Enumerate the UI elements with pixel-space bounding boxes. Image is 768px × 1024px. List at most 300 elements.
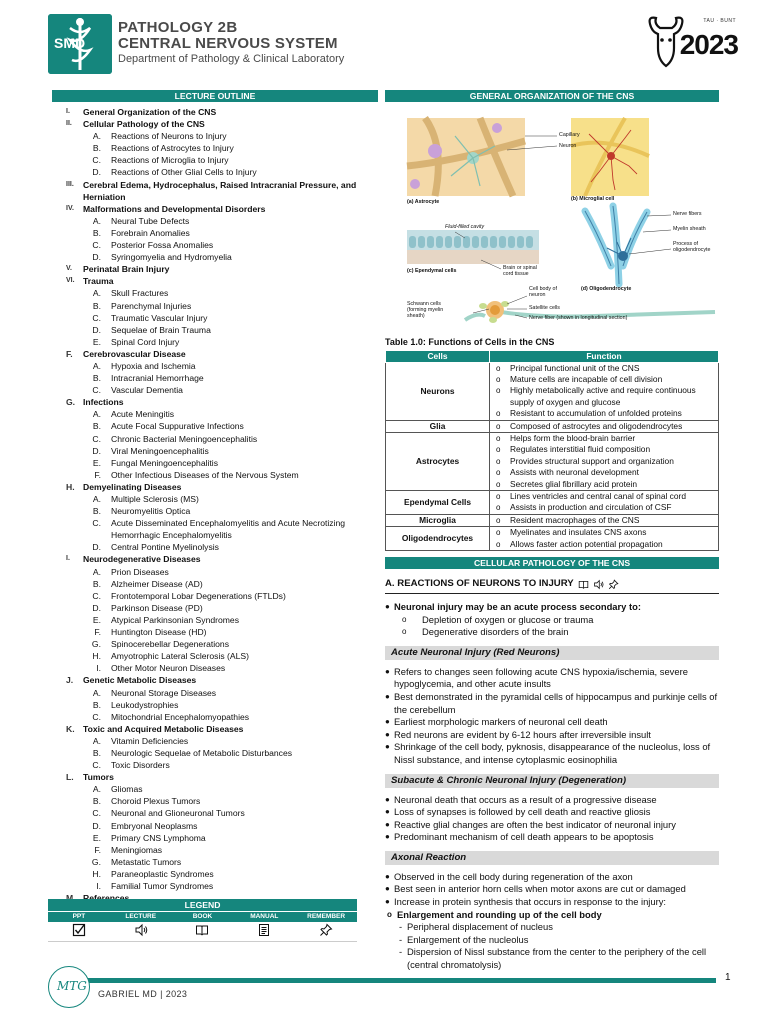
function-item <box>496 515 716 526</box>
table-cell-name: Glia <box>386 420 490 432</box>
table-caption: Table 1.0: Functions of Cells in the CNS <box>385 337 555 347</box>
smd-logo <box>48 14 112 74</box>
label-schwann: Schwann cells (forming myelin sheath) <box>407 301 444 320</box>
outline-subitem-letter: I. <box>96 663 101 674</box>
table-cell-functions <box>490 514 719 526</box>
outline-subitem-title: Gliomas <box>111 784 143 795</box>
outline-subitem-letter: A. <box>92 687 101 698</box>
outline-subitem <box>52 832 378 844</box>
outline-subitem-title: Neurologic Sequelae of Metabolic Disturbances <box>111 747 293 758</box>
outline-subitem-title: Forebrain Anomalies <box>111 227 190 238</box>
label-microglial: (b) Microglial cell <box>571 196 615 202</box>
outline-subitem <box>52 747 378 759</box>
outline-subitem-letter: A. <box>92 566 101 577</box>
outline-subitem-title: Traumatic Vascular Injury <box>111 312 208 323</box>
outline-subitem-letter: B. <box>92 421 101 432</box>
function-text: Highly metabolically active and require continuous supply of oxygen and glucose <box>510 385 696 407</box>
outline-subitem <box>52 759 378 771</box>
label-ependymal: (c) Ependymal cells <box>407 268 457 274</box>
outline-subitem <box>52 795 378 807</box>
outline-item-number: VI. <box>66 277 75 285</box>
function-bullet: o <box>496 456 501 466</box>
outline-subitem-title: Toxic Disorders <box>111 760 170 771</box>
logo-text: SMD <box>54 35 86 51</box>
outline-item <box>52 348 378 360</box>
legend-col-book: BOOK <box>192 913 213 920</box>
outline-subitem-letter: F. <box>94 627 101 638</box>
function-item <box>496 408 716 419</box>
outline-subitem <box>52 433 378 445</box>
outline-item-number: I. <box>66 555 70 563</box>
outline-subitem-title: Amyotrophic Lateral Sclerosis (ALS) <box>111 651 250 662</box>
outline-subitem <box>52 227 378 239</box>
outline-subitem-title: Metastatic Tumors <box>111 856 182 867</box>
outline-subitem-letter: C. <box>92 312 101 323</box>
outline-subitem <box>52 602 378 614</box>
bullet-text: Degenerative disorders of the brain <box>422 626 569 638</box>
legend-header <box>48 912 357 922</box>
outline-subitem-letter: B. <box>92 373 101 384</box>
label-nerve-fibers: Nerve fibers <box>673 211 702 217</box>
outline-subitem <box>52 735 378 747</box>
function-bullet: o <box>496 492 501 502</box>
outline-subitem-letter: A. <box>92 409 101 420</box>
outline-subitem <box>52 868 378 880</box>
outline-item-number: I. <box>66 108 70 115</box>
checkbox-icon <box>72 923 86 937</box>
function-text: Helps form the blood-brain barrier <box>510 433 636 444</box>
outline-subitem-title: Vascular Dementia <box>111 385 183 396</box>
outline-subitem <box>52 783 378 795</box>
outline-item-title: Cellular Pathology of the CNS <box>83 119 205 130</box>
outline-subitem <box>52 142 378 154</box>
function-text: Lines ventricles and central canal of spinal cord <box>510 491 686 502</box>
outline-subitem-title: Vitamin Deficiencies <box>111 735 189 746</box>
table-cell-functions <box>490 527 719 551</box>
outline-subitem <box>52 336 378 348</box>
outline-subitem-letter: C. <box>92 711 101 722</box>
bullet-marker: ● <box>385 807 390 817</box>
function-text: Composed of astrocytes and oligodendrocytes <box>510 420 683 431</box>
outline-item-number: II. <box>66 120 72 128</box>
outline-item-title: Trauma <box>83 276 114 287</box>
outline-subitem <box>52 312 378 324</box>
outline-subitem-title: Mitochondrial Encephalomyopathies <box>111 711 250 722</box>
label-neuron: Neuron <box>559 143 577 149</box>
outline-subitem-title: Multiple Sclerosis (MS) <box>111 494 199 504</box>
table-cell-functions <box>490 491 719 515</box>
document-header <box>118 20 344 66</box>
bullet-text: Depletion of oxygen or glucose or trauma <box>422 613 594 625</box>
bullet-text: Best seen in anterior horn cells when motor axons are cut or damaged <box>394 883 686 895</box>
outline-subitem-letter: C. <box>92 590 101 601</box>
legend-col-remember: REMEMBER <box>307 913 346 920</box>
legend-title: LEGEND <box>48 899 357 911</box>
outline-item-number: V. <box>66 265 72 273</box>
outline-item-title: Genetic Metabolic Diseases <box>83 675 197 686</box>
bullet-marker: ● <box>385 666 390 676</box>
outline-subitem <box>52 820 378 832</box>
outline-subitem-letter: B. <box>92 506 101 517</box>
outline-subitem <box>52 566 378 578</box>
bullet-marker: ● <box>385 691 390 701</box>
bullet-marker: ● <box>385 871 390 881</box>
bullet-text: Observed in the cell body during regeneration of the axon <box>394 870 633 882</box>
footer-monogram <box>48 966 90 1008</box>
function-bullet: o <box>496 434 501 444</box>
function-text: Allows faster action potential propagation <box>510 538 663 549</box>
lecture-outline <box>52 106 378 904</box>
cellular-pathology-title: CELLULAR PATHOLOGY OF THE CNS <box>385 557 719 569</box>
function-item <box>496 444 716 455</box>
bullet-marker: ● <box>385 832 390 842</box>
bullet-item <box>385 626 719 639</box>
bullet-marker: ● <box>385 729 390 739</box>
table-row <box>386 433 719 491</box>
outline-subitem <box>52 166 378 178</box>
outline-subitem-letter: B. <box>92 578 101 589</box>
function-bullet: o <box>496 528 501 538</box>
outline-subitem <box>52 360 378 372</box>
bullet-marker: ● <box>385 884 390 894</box>
footer-credit: GABRIEL MD | 2023 <box>98 989 188 999</box>
outline-subitem <box>52 626 378 638</box>
function-text: Myelinates and insulates CNS axons <box>510 527 647 538</box>
outline-subitem <box>52 650 378 662</box>
table-cell-name: Astrocytes <box>386 433 490 491</box>
outline-subitem-letter: E. <box>92 457 101 468</box>
bullet-marker: - <box>399 946 403 958</box>
outline-subitem-letter: H. <box>92 651 101 662</box>
outline-subitem-title: Reactions of Microglia to Injury <box>111 155 229 166</box>
outline-subitem <box>52 687 378 699</box>
outline-subitem-letter: A. <box>92 215 101 226</box>
function-item <box>496 433 716 444</box>
function-item <box>496 491 716 502</box>
left-column <box>52 90 378 904</box>
outline-item <box>52 275 378 287</box>
outline-item <box>52 553 378 565</box>
label-capillary: Capillary <box>559 132 580 138</box>
right-column <box>385 90 719 972</box>
function-bullet: o <box>496 374 501 384</box>
bullet-item <box>385 883 719 896</box>
outline-subitem <box>52 372 378 384</box>
general-organization-title: GENERAL ORGANIZATION OF THE CNS <box>385 90 719 102</box>
outline-subitem-title: Reactions of Neurons to Injury <box>111 131 227 142</box>
function-bullet: o <box>496 539 501 549</box>
outline-item-number: IV. <box>66 204 74 212</box>
outline-subitem <box>52 662 378 674</box>
badge-caption: TAU · BUNT <box>703 18 736 24</box>
outline-subitem-letter: E. <box>92 832 101 843</box>
bullet-text: Enlargement of the nucleolus <box>407 933 529 945</box>
label-brain-tissue: Brain or spinal cord tissue <box>503 265 537 278</box>
function-bullet: o <box>496 409 501 419</box>
bullet-marker: ● <box>385 794 390 804</box>
bullet-item <box>385 806 719 819</box>
cells-function-table <box>385 350 719 551</box>
function-bullet: o <box>496 445 501 455</box>
outline-subitem <box>52 807 378 819</box>
bullet-text: Refers to changes seen following acute CNS hypoxia/ischemia, severe hypoglycemia, and other acute insults <box>394 665 688 690</box>
outline-item-title: Cerebral Edema, Hydrocephalus, Raised Intracranial Pressure, and Herniation <box>83 179 357 202</box>
axonal-items <box>385 871 719 909</box>
function-item <box>496 527 716 538</box>
legend-icons <box>48 922 357 942</box>
function-text: Resident macrophages of the CNS <box>510 514 640 525</box>
outline-subitem-letter: G. <box>91 639 101 650</box>
function-text: Regulates interstitial fluid composition <box>510 444 651 455</box>
outline-subitem-letter: C. <box>92 433 101 444</box>
bullet-text: Reactive glial changes are often the best indicator of neuronal injury <box>394 818 676 830</box>
outline-subitem-letter: F. <box>94 844 101 855</box>
outline-item-title: Perinatal Brain Injury <box>83 264 170 275</box>
axonal-reaction-heading: Axonal Reaction <box>385 851 719 865</box>
outline-subitem-title: Acute Disseminated Encephalomyelitis and Acute Necrotizing Hemorrhagic Encephalomyelitis <box>111 518 346 541</box>
outline-item-number: III. <box>66 180 74 188</box>
cns-cells-diagram <box>385 106 719 331</box>
bullet-item <box>385 921 719 934</box>
outline-subitem <box>52 251 378 263</box>
footer-initials: MTG <box>57 979 87 993</box>
outline-item-title: Malformations and Developmental Disorders <box>83 203 266 214</box>
function-text: Provides structural support and organization <box>510 455 674 466</box>
outline-subitem-letter: B. <box>92 300 101 311</box>
outline-subitem-title: Neuronal Storage Diseases <box>111 687 217 698</box>
outline-item-number: G. <box>66 397 76 408</box>
outline-subitem <box>52 287 378 299</box>
intro-text: Neuronal injury may be an acute process secondary to: <box>394 600 641 612</box>
outline-subitem-title: Meningiomas <box>111 844 163 855</box>
outline-subitem-letter: A. <box>92 131 101 142</box>
outline-subitem <box>52 445 378 457</box>
outline-subitem <box>52 699 378 711</box>
bullet-marker: o <box>402 627 407 637</box>
outline-item-number: H. <box>66 481 75 492</box>
outline-subitem-letter: B. <box>92 699 101 710</box>
bullet-item <box>385 716 719 729</box>
bullet-item <box>385 946 719 971</box>
outline-subitem <box>52 420 378 432</box>
outline-item-number: K. <box>66 723 75 734</box>
outline-subitem-title: Alzheimer Disease (AD) <box>111 578 203 589</box>
outline-subitem-letter: D. <box>92 167 101 178</box>
table-row <box>386 420 719 432</box>
outline-subitem-title: Familial Tumor Syndromes <box>111 881 214 891</box>
book-icon <box>578 579 589 590</box>
outline-subitem <box>52 614 378 626</box>
table-cell-name: Neurons <box>386 362 490 420</box>
course-title: PATHOLOGY 2B <box>118 19 238 36</box>
function-item <box>496 467 716 478</box>
bullet-marker: - <box>399 933 403 945</box>
neuron-injury-heading-text: A. REACTIONS OF NEURONS TO INJURY <box>385 578 574 590</box>
outline-item-title: Infections <box>83 397 124 408</box>
outline-item <box>52 771 378 783</box>
table-cell-name: Ependymal Cells <box>386 491 490 515</box>
outline-subitem-letter: H. <box>92 868 101 879</box>
outline-subitem-letter: A. <box>92 288 101 299</box>
outline-subitem-title: Neural Tube Defects <box>111 215 190 226</box>
outline-subitem-letter: E. <box>92 336 101 347</box>
outline-subitem-letter: C. <box>92 385 101 396</box>
outline-subitem <box>52 469 378 481</box>
axonal-bold-text: Enlargement and rounding up of the cell body <box>397 908 602 920</box>
outline-subitem-title: Parenchymal Injuries <box>111 300 192 311</box>
bullet-marker: ● <box>385 819 390 829</box>
outline-subitem <box>52 856 378 868</box>
intro-items <box>385 614 719 639</box>
table-cell-functions <box>490 433 719 491</box>
outline-subitem-letter: A. <box>92 784 101 795</box>
outline-item-title: Demyelinating Diseases <box>83 481 182 492</box>
outline-subitem-letter: E. <box>92 614 101 625</box>
outline-subitem-letter: B. <box>92 143 101 154</box>
outline-item <box>52 481 378 493</box>
outline-item <box>52 203 378 215</box>
bullet-marker: - <box>399 921 403 933</box>
table-cell-name: Oligodendrocytes <box>386 527 490 551</box>
outline-subitem-title: Sequelae of Brain Trauma <box>111 324 211 335</box>
legend-col-manual: MANUAL <box>250 913 279 920</box>
function-text: Resistant to accumulation of unfolded proteins <box>510 408 682 419</box>
outline-subitem-letter: D. <box>92 445 101 456</box>
bullet-text: Predominant mechanism of cell death appears to be apoptosis <box>394 831 654 843</box>
outline-item <box>52 106 378 118</box>
outline-subitem <box>52 505 378 517</box>
outline-subitem-title: Leukodystrophies <box>111 699 179 710</box>
function-text: Secretes glial fibrillary acid protein <box>510 478 638 489</box>
outline-subitem-title: Acute Focal Suppurative Infections <box>111 421 244 432</box>
outline-item-title: Neurodegenerative Diseases <box>83 554 201 565</box>
outline-subitem <box>52 844 378 856</box>
outline-subitem-title: Atypical Parkinsonian Syndromes <box>111 614 240 625</box>
outline-subitem <box>52 130 378 142</box>
outline-subitem-letter: B. <box>92 227 101 238</box>
bullet-text: Neuronal death that occurs as a result of a progressive disease <box>394 793 657 805</box>
outline-subitem-title: Huntington Disease (HD) <box>111 627 207 638</box>
function-bullet: o <box>496 468 501 478</box>
outline-subitem-title: Reactions of Other Glial Cells to Injury <box>111 167 257 178</box>
function-text: Assists in production and circulation of CSF <box>510 502 672 513</box>
subacute-injury-heading: Subacute & Chronic Neuronal Injury (Degeneration) <box>385 774 719 788</box>
outline-subitem-letter: D. <box>92 252 101 263</box>
outline-subitem <box>52 300 378 312</box>
label-process: Process of oligodendrocyte <box>673 241 711 254</box>
legend-col-lecture: LECTURE <box>125 913 157 920</box>
bullet-text: Red neurons are evident by 6-12 hours after irreversible insult <box>394 728 651 740</box>
axonal-bold-item: o Enlargement and rounding up of the cell body <box>387 908 602 920</box>
outline-item-title: Cerebrovascular Disease <box>83 348 186 359</box>
outline-subitem-letter: I. <box>96 881 101 891</box>
bullet-marker: ● <box>385 897 390 907</box>
bullet-item <box>385 819 719 832</box>
lecture-outline-title: LECTURE OUTLINE <box>52 90 378 102</box>
function-item <box>496 363 716 374</box>
outline-subitem-letter: C. <box>92 518 101 529</box>
outline-subitem-title: Other Motor Neuron Diseases <box>111 663 226 674</box>
outline-item-title: Tumors <box>83 772 114 783</box>
outline-subitem <box>52 154 378 166</box>
outline-subitem-title: Chronic Bacterial Meningoencephalitis <box>111 433 258 444</box>
outline-subitem <box>52 880 378 892</box>
outline-subitem-title: Other Infectious Diseases of the Nervous System <box>111 469 299 480</box>
bullet-item <box>385 794 719 807</box>
label-myelin: Myelin sheath <box>673 226 706 232</box>
outline-item <box>52 118 378 130</box>
axonal-dash-items <box>385 921 719 971</box>
bullet-text: Shrinkage of the cell body, pyknosis, disappearance of the nucleolus, loss of Nissl substance, and intense cytoplasmic eosinophilia <box>394 741 711 765</box>
outline-subitem <box>52 384 378 396</box>
outline-subitem-title: Neuronal and Glioneuronal Tumors <box>111 808 245 819</box>
department-name: Department of Pathology & Clinical Laboratory <box>118 52 345 65</box>
outline-subitem <box>52 493 378 505</box>
outline-item <box>52 674 378 686</box>
bullet-text: Best demonstrated in the pyramidal cells of hippocampus and purkinje cells of the cerebellum <box>394 690 718 715</box>
bullet-text: Increase in protein synthesis that occurs in response to the injury: <box>394 896 667 908</box>
outline-subitem-title: Choroid Plexus Tumors <box>111 796 201 807</box>
table-row <box>386 362 719 420</box>
table-row <box>386 527 719 551</box>
bullet-text: Loss of synapses is followed by cell death and reactive gliosis <box>394 806 651 818</box>
outline-subitem-letter: C. <box>92 155 101 166</box>
function-item <box>496 421 716 432</box>
outline-subitem-letter: A. <box>92 360 101 371</box>
outline-subitem-title: Frontotemporal Lobar Degenerations (FTLDs) <box>111 590 286 601</box>
outline-subitem <box>52 578 378 590</box>
outline-subitem-letter: G. <box>91 856 101 867</box>
outline-subitem-title: Spinal Cord Injury <box>111 336 180 347</box>
table-row <box>386 491 719 515</box>
acute-injury-heading: Acute Neuronal Injury (Red Neurons) <box>385 646 719 660</box>
outline-item <box>52 396 378 408</box>
outline-subitem-title: Syringomyelia and Hydromyelia <box>111 252 232 263</box>
legend <box>48 899 357 942</box>
bullet-marker: ● <box>385 717 390 727</box>
outline-subitem-title: Intracranial Hemorrhage <box>111 373 204 384</box>
function-item <box>496 374 716 385</box>
table-cell-name: Microglia <box>386 514 490 526</box>
outline-subitem-title: Central Pontine Myelinolysis <box>111 542 219 553</box>
outline-subitem-letter: B. <box>92 796 101 807</box>
bullet-item <box>385 614 719 627</box>
pin-icon <box>319 923 333 937</box>
outline-subitem-letter: C. <box>92 760 101 771</box>
function-item <box>496 479 716 490</box>
function-bullet: o <box>496 503 501 513</box>
bullet-text: Earliest morphologic markers of neuronal cell death <box>394 716 608 728</box>
outline-subitem-title: Primary CNS Lymphoma <box>111 832 206 843</box>
table-header-function: Function <box>490 351 719 362</box>
outline-subitem-title: Embryonal Neoplasms <box>111 820 198 831</box>
function-item <box>496 456 716 467</box>
outline-subitem-title: Skull Fractures <box>111 288 169 299</box>
outline-subitem-letter: D. <box>92 542 101 553</box>
manual-icon <box>257 923 271 937</box>
bullet-text: Dispersion of Nissl substance from the center to the periphery of the cell (central chromatolysis) <box>407 946 707 971</box>
pin-icon <box>608 579 619 590</box>
label-satellite: Satellite cells <box>529 305 560 311</box>
outline-subitem <box>52 408 378 420</box>
outline-item <box>52 723 378 735</box>
bullet-text: Peripheral displacement of nucleus <box>407 921 553 933</box>
label-astrocyte: (a) Astrocyte <box>407 199 440 205</box>
function-bullet: o <box>496 421 501 431</box>
bullet-item <box>385 741 719 766</box>
outline-subitem <box>52 541 378 553</box>
outline-subitem-letter: B. <box>92 747 101 758</box>
